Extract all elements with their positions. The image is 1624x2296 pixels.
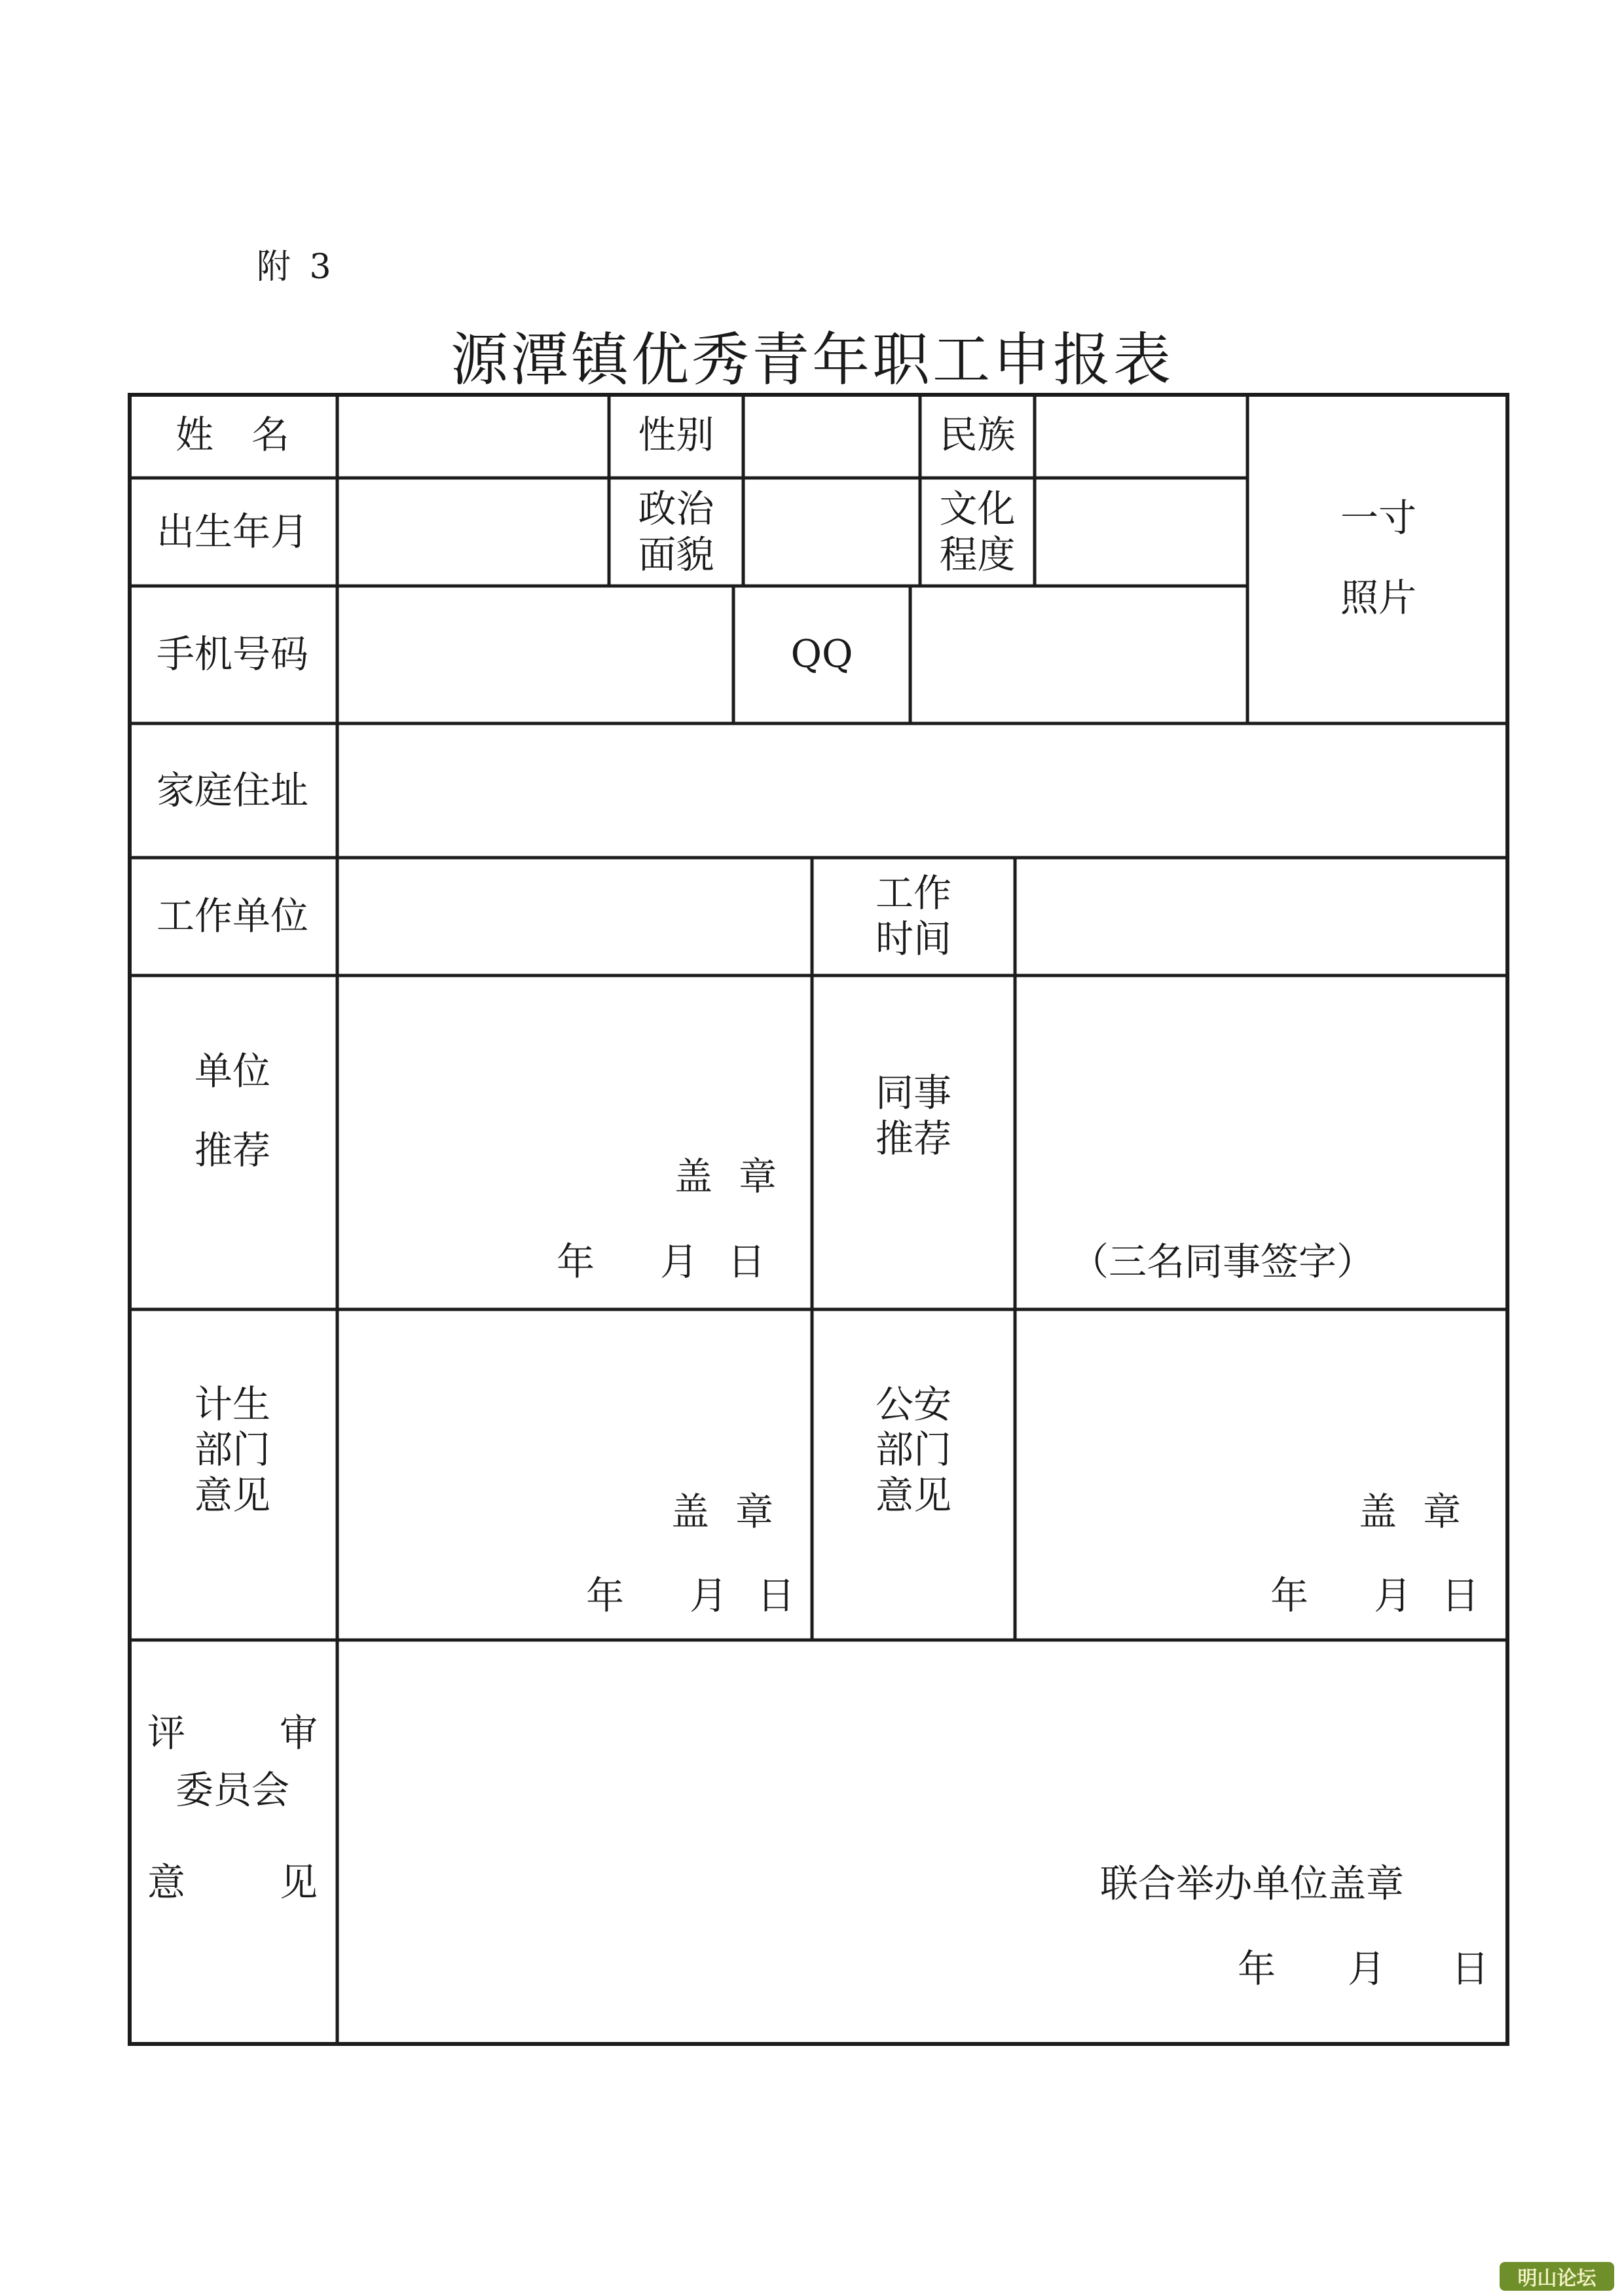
date-month: 月	[1374, 1573, 1412, 1618]
date-year: 年	[557, 1239, 595, 1284]
review-line3	[147, 1851, 318, 1906]
family-planning-seal: 盖章	[671, 1489, 800, 1534]
form-title: 源潭镇优秀青年职工申报表	[450, 326, 1173, 393]
home-address-label: 家庭住址	[156, 767, 308, 812]
date-year: 年	[1270, 1573, 1309, 1618]
education-input[interactable]	[1035, 478, 1247, 586]
review-char-1: 评	[147, 1711, 186, 1755]
education-label: 文化 程度	[939, 486, 1016, 577]
date-day: 日	[1441, 1573, 1480, 1618]
qq-label: QQ	[790, 632, 853, 677]
ethnicity-label: 民族	[939, 412, 1016, 458]
review-line1	[147, 1702, 318, 1757]
phone-label: 手机号码	[156, 632, 308, 677]
date-month: 月	[690, 1573, 728, 1618]
review-char-4: 见	[279, 1860, 318, 1904]
date-day: 日	[728, 1239, 766, 1284]
public-security-date	[1270, 1565, 1479, 1620]
public-security-label: 公安 部门 意见	[875, 1381, 951, 1518]
gender-label: 性别	[638, 412, 714, 458]
family-planning-date	[586, 1565, 795, 1620]
unit-recommend-line1: 单位	[194, 1049, 270, 1093]
work-time-label: 工作 时间	[875, 871, 951, 961]
colleague-recommend-label: 同事 推荐	[875, 1070, 951, 1161]
review-char-3: 意	[147, 1860, 186, 1904]
unit-recommend-line2: 推荐	[194, 1127, 270, 1173]
unit-recommend-label	[128, 1048, 337, 1174]
ethnicity-input[interactable]	[1035, 393, 1247, 478]
review-line2: 委员会	[175, 1768, 289, 1813]
public-security-seal: 盖章	[1359, 1489, 1488, 1534]
colleague-signature-note: （三名同事签字）	[1071, 1239, 1375, 1284]
work-time-input[interactable]	[1015, 858, 1509, 975]
home-address-input[interactable]	[337, 723, 1509, 858]
qq-input[interactable]	[910, 586, 1247, 723]
attachment-label: 附 3	[257, 247, 335, 287]
gender-input[interactable]	[743, 393, 920, 478]
date-year: 年	[586, 1573, 625, 1618]
work-unit-label: 工作单位	[156, 894, 308, 939]
joint-organizer-seal: 联合举办单位盖章	[1100, 1861, 1405, 1906]
forum-watermark-logo: 明山论坛	[1500, 2262, 1614, 2291]
application-form-table	[128, 393, 1509, 2046]
political-status-input[interactable]	[743, 478, 920, 586]
name-input[interactable]	[337, 393, 609, 478]
family-planning-label: 计生 部门 意见	[194, 1381, 270, 1518]
birth-label: 出生年月	[156, 509, 308, 554]
work-unit-input[interactable]	[337, 858, 812, 975]
date-month: 月	[660, 1239, 699, 1284]
date-day: 日	[757, 1573, 796, 1618]
photo-placeholder[interactable]: 一寸 照片	[1340, 495, 1416, 620]
name-label: 姓 名	[175, 412, 289, 458]
review-char-2: 审	[279, 1711, 318, 1755]
phone-input[interactable]	[337, 586, 733, 723]
unit-recommend-seal: 盖章	[674, 1154, 803, 1199]
date-day: 日	[1451, 1946, 1490, 1991]
date-year: 年	[1238, 1946, 1276, 1991]
political-status-label: 政治 面貌	[638, 486, 714, 577]
review-committee-date	[1238, 1938, 1489, 1993]
date-month: 月	[1348, 1946, 1386, 1991]
unit-recommend-date	[557, 1231, 766, 1286]
birth-input[interactable]	[337, 478, 609, 586]
